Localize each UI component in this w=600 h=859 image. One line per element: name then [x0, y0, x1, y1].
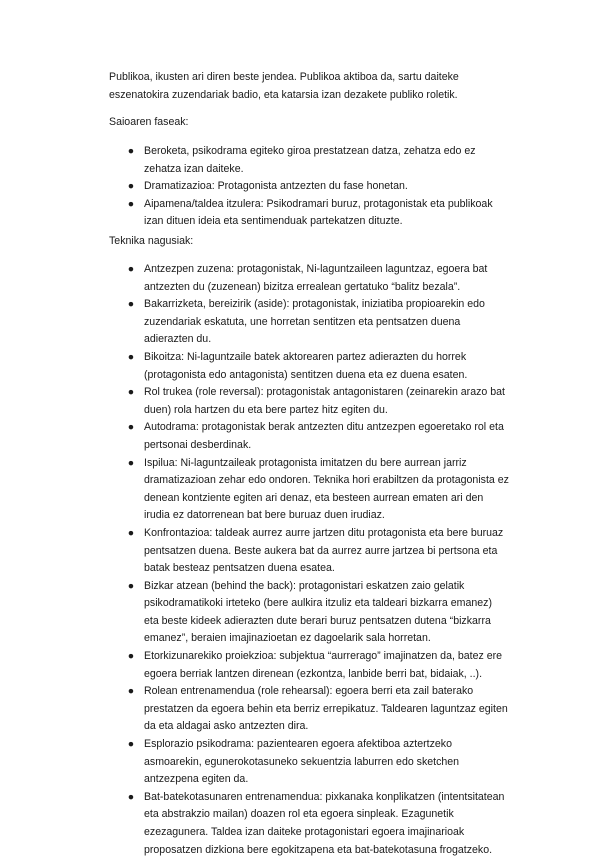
bullet-icon: ● — [127, 456, 135, 469]
phases-heading: Saioaren faseak: — [109, 116, 189, 128]
list-item: ● Konfrontazioa: taldeak aurrez aurre jartzen ditu protagonista eta bere buruaz pentsatzen duena. Beste aukera bat da aurrez aurre jartzea bi pertsona eta batak besteaz pentsatzen duena esatea. — [127, 526, 504, 575]
intro-line: eszenatokira zuzendariak badio, eta katarsia izan dezakete publiko roletik. — [109, 88, 458, 101]
bullet-icon: ● — [127, 180, 135, 193]
bullet-icon: ● — [127, 650, 135, 663]
list-item: ● Bat-batekotasunaren entrenamendua: pixkanaka konplikatzen (intentsitatean eta abstrakzio mailan) doazen rol eta egoera sinpleak. Ezagunetik ezezagunera. Taldea izan daiteke protagonistari egoera imajinarioak proposatzen dizkiona bere egokitzapena eta bat-batekotasuna frogatzeko. — [127, 790, 505, 856]
phases-list — [109, 143, 529, 231]
list-item: ● Rol trukea (role reversal): protagonistak antagonistaren (zeinarekin arazo bat duen) rola hartzen du eta bere partez hitz egiten du. — [127, 386, 505, 416]
bullet-icon: ● — [127, 350, 135, 363]
bullet-icon: ● — [127, 298, 135, 311]
bullet-icon: ● — [127, 738, 135, 751]
bullet-icon: ● — [127, 790, 135, 803]
list-item: ● Rolean entrenamendua (role rehearsal): egoera berri eta zail baterako prestatzen da egoera behin eta berriz errepikatuz. Taldearen laguntzaz egiten da eta aldagai asko antzezten dira. — [127, 685, 508, 733]
bullet-icon: ● — [127, 386, 135, 399]
list-item: ● Etorkizunarekiko proiekzioa: subjektua “aurrerago” imajinatzen da, batez ere egoera berriak lantzen direnean (ezkontza, lanbide berri bat, bidaiak, ..). — [127, 650, 503, 680]
list-item: ● Beroketa, psikodrama egiteko giroa prestatzean datza, zehatza edo ez zehatza izan daiteke. — [127, 145, 476, 175]
list-item: ● Esplorazio psikodrama: pazientearen egoera afektiboa aztertzeko asmoarekin, egunerokotasuneko sekuentzia laburren edo sketchen antzezpena egiten da. — [127, 738, 460, 786]
techniques-list — [109, 261, 529, 859]
bullet-icon: ● — [127, 197, 135, 210]
list-item: ● Bizkar atzean (behind the back): protagonistari eskatzen zaio gelatik psikodramatikoki irteteko (bere aulkira itzuliz eta taldeari bizkarra emanez) eta beste kideek adierazten dute berari buruz pentsatzen dutena “bizkarra emanez”, beraien imajinazioetan ez dagoelarik sala horretan. — [127, 579, 492, 645]
bullet-icon: ● — [127, 685, 135, 698]
list-item: ● Autodrama: protagonistak berak antzezten ditu antzezpen egoeretako rol eta pertsonai desberdinak. — [127, 421, 504, 451]
list-item: ● Dramatizazioa: Protagonista antzezten du fase honetan. — [109, 178, 529, 196]
list-item: ● Aipamena/taldea itzulera: Psikodramari buruz, protagonistak eta publikoak izan dituen ideia eta sentimenduak partekatzen dituzte. — [127, 197, 493, 228]
bullet-icon: ● — [127, 421, 135, 434]
list-item: ● Antzezpen zuzena: protagonistak, Ni-laguntzaileen laguntzaz, egoera bat antzezten du (zuzenean) bizitza errealean gertatuko “balitz bezala”. — [127, 263, 488, 293]
bullet-icon: ● — [127, 579, 135, 592]
intro-paragraph — [109, 69, 509, 104]
list-item: ● Bikoitza: Ni-laguntzaile batek aktorearen partez adierazten du horrek (protagonista edo antagonista) sentitzen duena eta ez duena esaten. — [127, 350, 468, 381]
bullet-icon: ● — [127, 526, 135, 539]
techniques-heading: Teknika nagusiak: — [109, 235, 194, 247]
list-item: ● Bakarrizketa, bereizirik (aside): protagonistak, iniziatiba propioarekin edo zuzendariak eskatuta, une horretan sentitzen eta pentsatzen duena adierazten du. — [127, 298, 485, 346]
bullet-icon: ● — [127, 145, 135, 157]
intro-line: Publikoa, ikusten ari diren beste jendea. Publikoa aktiboa da, sartu daiteke — [109, 71, 459, 83]
bullet-icon: ● — [127, 263, 135, 275]
list-item: ● Ispilua: Ni-laguntzaileak protagonista imitatzen du bere aurrean jarriz dramatizazioan zehar edo ondoren. Teknika hori erabiltzen da protagonista ez denean kontziente egiten ari denaz, eta besteen aurrean ematen ari den irudia ez datorrenean bat bere buruaz duen irudiaz. — [127, 456, 509, 522]
